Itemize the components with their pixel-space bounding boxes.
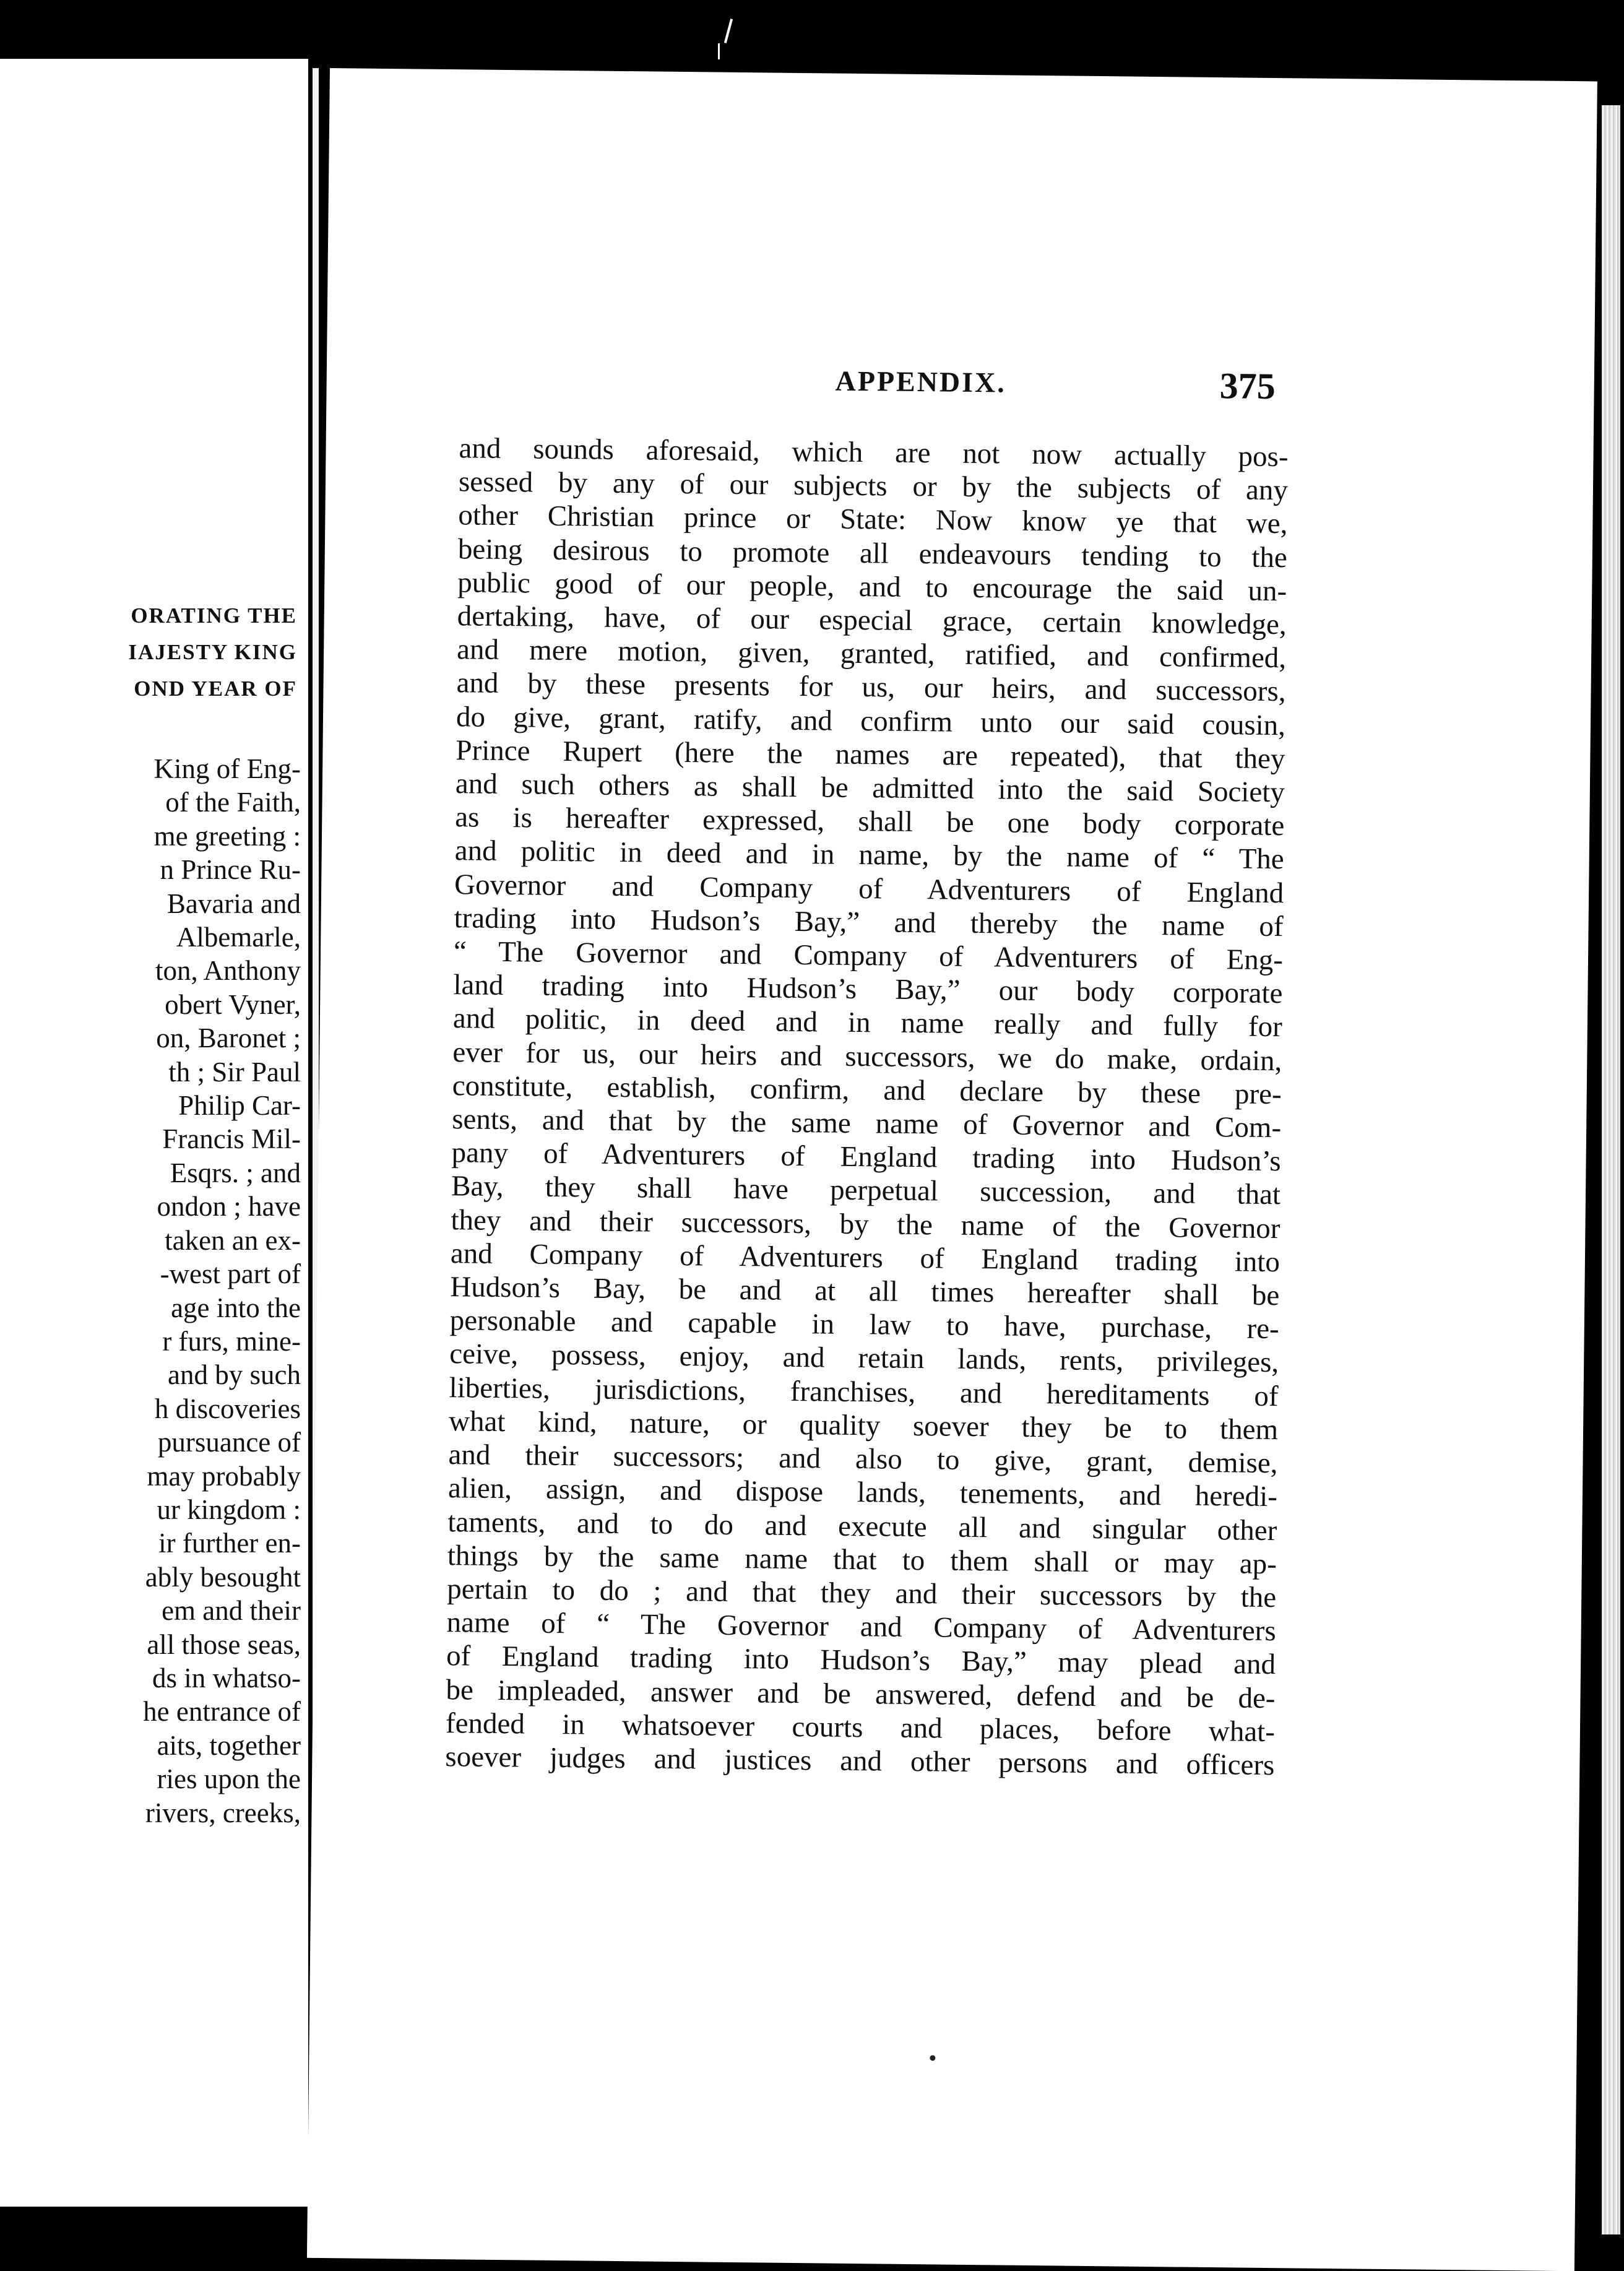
text-line: Albemarle, xyxy=(176,922,301,953)
scan-mark xyxy=(724,19,733,43)
scan-mark xyxy=(718,43,720,59)
text-line: and Company of Adventurers of England trading into xyxy=(450,1237,1281,1279)
heading-line: IAJESTY KING xyxy=(128,640,297,664)
text-line: dertaking, have, of our especial grace, certain knowledge, xyxy=(457,600,1287,641)
right-page xyxy=(307,68,1597,2271)
text-line: age into the xyxy=(171,1292,301,1323)
text-line: ds in whatso- xyxy=(152,1662,301,1694)
running-head: APPENDIX. xyxy=(835,365,1007,399)
text-line: of the Faith, xyxy=(165,787,301,818)
text-line: r furs, mine- xyxy=(162,1325,301,1357)
text-line: and their successors; and also to give, grant, demise, xyxy=(448,1438,1278,1480)
text-line: liberties, jurisdictions, franchises, and hereditaments of xyxy=(449,1371,1279,1412)
text-line: pertain to do ; and that they and their successors by the xyxy=(447,1573,1277,1614)
page-number: 375 xyxy=(1219,365,1276,407)
text-line: and sounds aforesaid, which are not now actually pos- xyxy=(459,432,1289,474)
text-line: of England trading into Hudson’s Bay,” may plead and xyxy=(446,1640,1276,1681)
left-page-text xyxy=(0,752,301,1830)
text-line: be impleaded, answer and be answered, defend and be de- xyxy=(446,1673,1276,1715)
heading-line: OND YEAR OF xyxy=(134,677,297,701)
text-line: ton, Anthony xyxy=(155,955,301,987)
text-line: Esqrs. ; and xyxy=(170,1157,301,1188)
text-line: and politic in deed and in name, by the name of “ The xyxy=(454,834,1284,876)
text-line: Francis Mil- xyxy=(162,1123,301,1155)
text-line: Bay, they shall have perpetual succession, and that xyxy=(451,1170,1281,1211)
heading-line: ORATING THE xyxy=(131,603,297,628)
text-line: being desirous to promote all endeavours tending to the xyxy=(457,532,1288,574)
text-line: and mere motion, given, granted, ratified, and confirmed, xyxy=(456,633,1287,675)
text-line: do give, grant, ratify, and confirm unto our said cousin, xyxy=(456,700,1286,742)
text-line: what kind, nature, or quality soever they be to them xyxy=(448,1405,1279,1447)
text-line: he entrance of xyxy=(143,1696,301,1728)
text-line: em and their xyxy=(162,1595,301,1627)
text-line: alien, assign, and dispose lands, tenements, and heredi- xyxy=(447,1472,1278,1513)
text-line: taments, and to do and execute all and singular other xyxy=(447,1505,1277,1547)
text-line: pany of Adventurers of England trading into Hudson’s xyxy=(451,1136,1281,1178)
text-line: Hudson’s Bay, be and at all times hereafter shall be xyxy=(450,1271,1280,1312)
text-line: ur kingdom : xyxy=(157,1494,301,1525)
text-line: land trading into Hudson’s Bay,” our body corporate xyxy=(453,969,1283,1010)
ink-dot xyxy=(930,2055,935,2061)
text-line: and by these presents for us, our heirs, and successors, xyxy=(456,667,1286,708)
text-line: rivers, creeks, xyxy=(145,1797,301,1828)
text-line: trading into Hudson’s Bay,” and thereby the name of xyxy=(454,902,1284,943)
text-line: fended in whatsoever courts and places, before what- xyxy=(445,1706,1276,1748)
text-line: pursuance of xyxy=(157,1427,301,1458)
text-line: on, Baronet ; xyxy=(156,1023,301,1054)
text-line: ceive, possess, enjoy, and retain lands, rents, privileges, xyxy=(449,1338,1279,1379)
text-line: ondon ; have xyxy=(157,1191,301,1222)
text-line: all those seas, xyxy=(147,1629,301,1660)
text-line: Prince Rupert (here the names are repeated), that they xyxy=(456,734,1285,776)
left-page xyxy=(0,59,308,2207)
text-line: -west part of xyxy=(160,1258,301,1290)
text-line: and politic, in deed and in name really and fully for xyxy=(452,1002,1283,1044)
text-line: they and their successors, by the name of the Governor xyxy=(451,1203,1281,1245)
text-line: obert Vyner, xyxy=(165,988,301,1020)
text-line: Bavaria and xyxy=(166,888,301,919)
text-line: and by such xyxy=(168,1359,301,1391)
text-line: ably besought xyxy=(145,1561,301,1593)
text-line: personable and capable in law to have, purchase, re- xyxy=(449,1304,1280,1346)
body-text xyxy=(445,431,1289,1782)
text-line: sessed by any of our subjects or by the subjects of any xyxy=(458,465,1289,507)
text-line: sents, and that by the same name of Governor and Com- xyxy=(451,1103,1282,1144)
page-edges xyxy=(1602,105,1620,2234)
text-line: soever judges and justices and other persons and officers xyxy=(445,1741,1275,1782)
text-line: other Christian prince or State: Now know ye that we, xyxy=(458,499,1288,540)
text-line: Governor and Company of Adventurers of England xyxy=(454,868,1284,909)
text-line: n Prince Ru- xyxy=(160,854,301,886)
text-line: taken an ex- xyxy=(165,1224,301,1256)
text-line: and such others as shall be admitted into the said Society xyxy=(455,768,1285,809)
text-line: may probably xyxy=(147,1460,301,1492)
text-line: as is hereafter expressed, shall be one body corporate xyxy=(455,801,1285,842)
text-line: things by the same name that to them shall or may ap- xyxy=(447,1539,1277,1580)
text-line: h discoveries xyxy=(154,1393,301,1424)
left-page-heading xyxy=(0,597,297,707)
text-line: ever for us, our heirs and successors, we do make, ordain, xyxy=(452,1036,1282,1077)
text-line: Philip Car- xyxy=(178,1090,301,1122)
text-line: aits, together xyxy=(157,1729,301,1761)
text-line: ries upon the xyxy=(157,1763,301,1795)
text-line: name of “ The Governor and Company of Adventurers xyxy=(446,1606,1276,1648)
text-line: “ The Governor and Company of Adventurers of Eng- xyxy=(453,935,1284,977)
text-line: constitute, establish, confirm, and declare by these pre- xyxy=(452,1070,1282,1111)
text-line: ir further en- xyxy=(158,1528,301,1559)
text-line: King of Eng- xyxy=(153,753,301,784)
text-line: th ; Sir Paul xyxy=(168,1056,301,1088)
text-line: public good of our people, and to encourage the said un- xyxy=(457,566,1287,608)
text-line: me greeting : xyxy=(153,820,301,852)
